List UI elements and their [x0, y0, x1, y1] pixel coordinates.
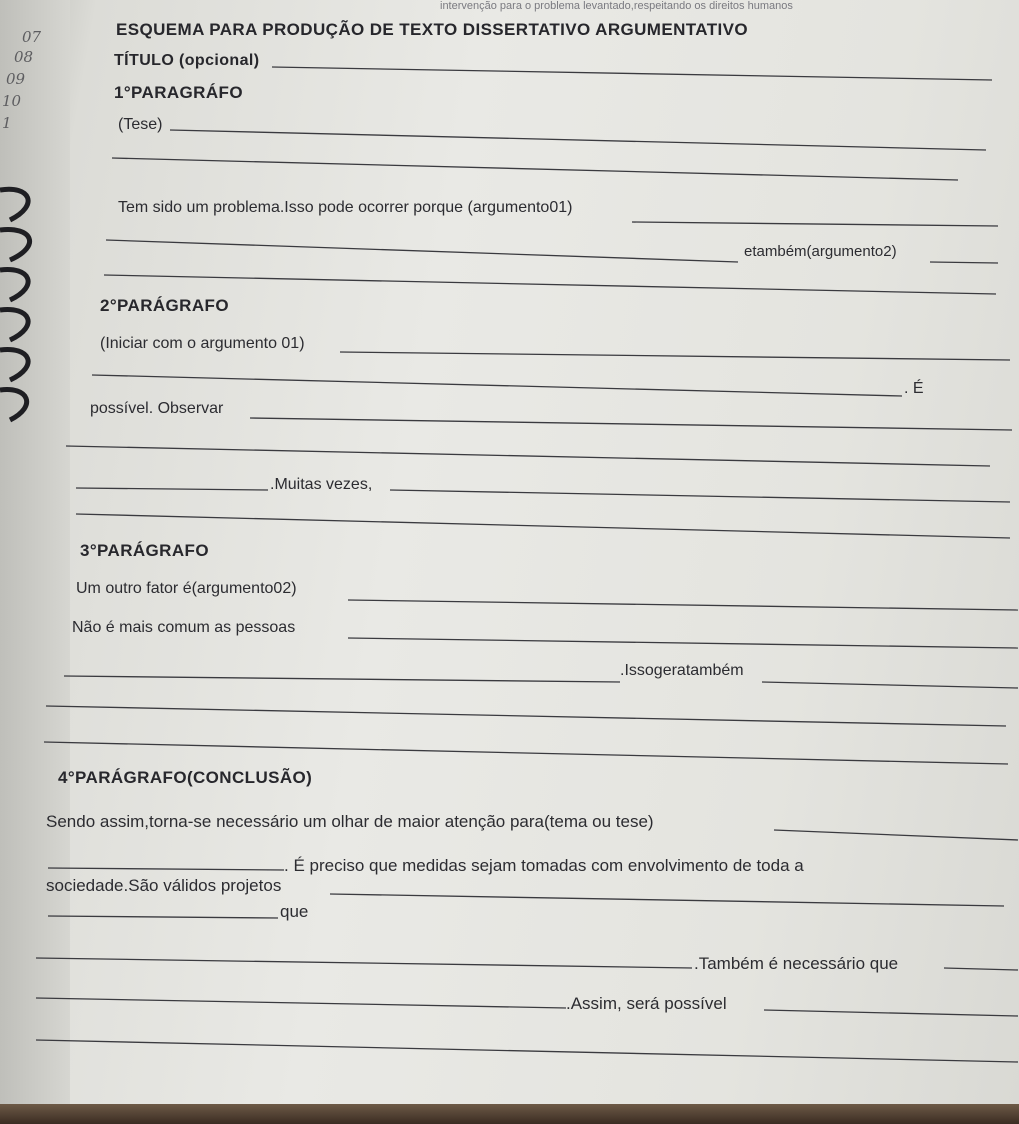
p3-line-1-blank [348, 600, 1018, 610]
p1-line-2-blank [930, 262, 998, 263]
previous-page-text: intervenção para o problema levantado,respeitando os direitos humanos [440, 0, 793, 12]
p2-period-e: . É [904, 380, 924, 397]
titulo-label: TÍTULO (opcional) [114, 52, 260, 69]
worksheet-title: ESQUEMA PARA PRODUÇÃO DE TEXTO DISSERTATIVO ARGUMENTATIVO [116, 20, 748, 39]
p4-line-5-blank [944, 968, 1018, 970]
p4-line-1: Sendo assim,torna-se necessário um olhar de maior atenção para(tema ou tese) [46, 812, 654, 831]
p2-line-1: (Iniciar com o argumento 01) [100, 335, 305, 352]
p1-line-1: Tem sido um problema.Isso pode ocorrer porque (argumento01) [118, 199, 573, 216]
margin-number: 09 [6, 70, 26, 88]
blank-line [112, 158, 958, 180]
blank-line [46, 706, 1006, 726]
p2-line-2-blank [250, 418, 1012, 430]
titulo-line [272, 67, 992, 80]
p4-line-2-pre-blank [48, 868, 284, 870]
p3-line-1: Um outro fator é(argumento02) [76, 580, 297, 597]
p2-line-1-blank [340, 352, 1010, 360]
p2-line-2: possível. Observar [90, 400, 224, 417]
table-surface [0, 1104, 1019, 1124]
margin-number: 08 [14, 48, 34, 66]
p4-line-2: . É preciso que medidas sejam tomadas com envolvimento de toda a [284, 856, 804, 875]
p3-line-3: .Issogeratambém [620, 662, 744, 679]
margin-number: 10 [2, 92, 22, 110]
p2-line-3-blank [390, 490, 1010, 502]
p4-line-6-pre-blank [36, 998, 566, 1008]
p3-line-2-blank [348, 638, 1018, 648]
blank-line [76, 514, 1010, 538]
p3-line-3-pre-blank [64, 676, 620, 682]
p2-line-3: .Muitas vezes, [270, 476, 373, 493]
p1-tese-label: (Tese) [118, 116, 163, 133]
paragraph-3-heading: 3°PARÁGRAFO [80, 541, 209, 560]
p2-line-3-pre-blank [76, 488, 268, 490]
p4-line-6: .Assim, será possível [566, 994, 727, 1013]
p3-line-2: Não é mais comum as pessoas [72, 619, 296, 636]
blank-line [104, 275, 996, 294]
blank-line [44, 742, 1008, 764]
p4-line-5: .Também é necessário que [694, 954, 899, 973]
p4-line-3: sociedade.São válidos projetos [46, 876, 282, 895]
margin-number: 1 [2, 114, 12, 132]
p4-line-4: que [280, 902, 309, 921]
p3-line-3-blank [762, 682, 1018, 688]
paragraph-2-heading: 2°PARÁGRAFO [100, 296, 229, 315]
paragraph-4-heading: 4°PARÁGRAFO(CONCLUSÃO) [58, 768, 313, 787]
tese-line [170, 130, 986, 150]
p1-line-1-blank [632, 222, 998, 226]
p1-line-2: etambém(argumento2) [744, 243, 897, 260]
paragraph-1-heading: 1°PARAGRÁFO [114, 83, 243, 102]
p4-line-4-pre-blank [48, 916, 278, 918]
p4-line-6-blank [764, 1010, 1018, 1016]
blank-line [66, 446, 990, 466]
p4-line-1-blank [774, 830, 1018, 840]
blank-line [92, 375, 902, 396]
p4-line-5-pre-blank [36, 958, 692, 968]
margin-number: 07 [22, 28, 42, 46]
p4-line-3-blank [330, 894, 1004, 906]
blank-line [36, 1040, 1018, 1062]
blank-line [106, 240, 738, 262]
